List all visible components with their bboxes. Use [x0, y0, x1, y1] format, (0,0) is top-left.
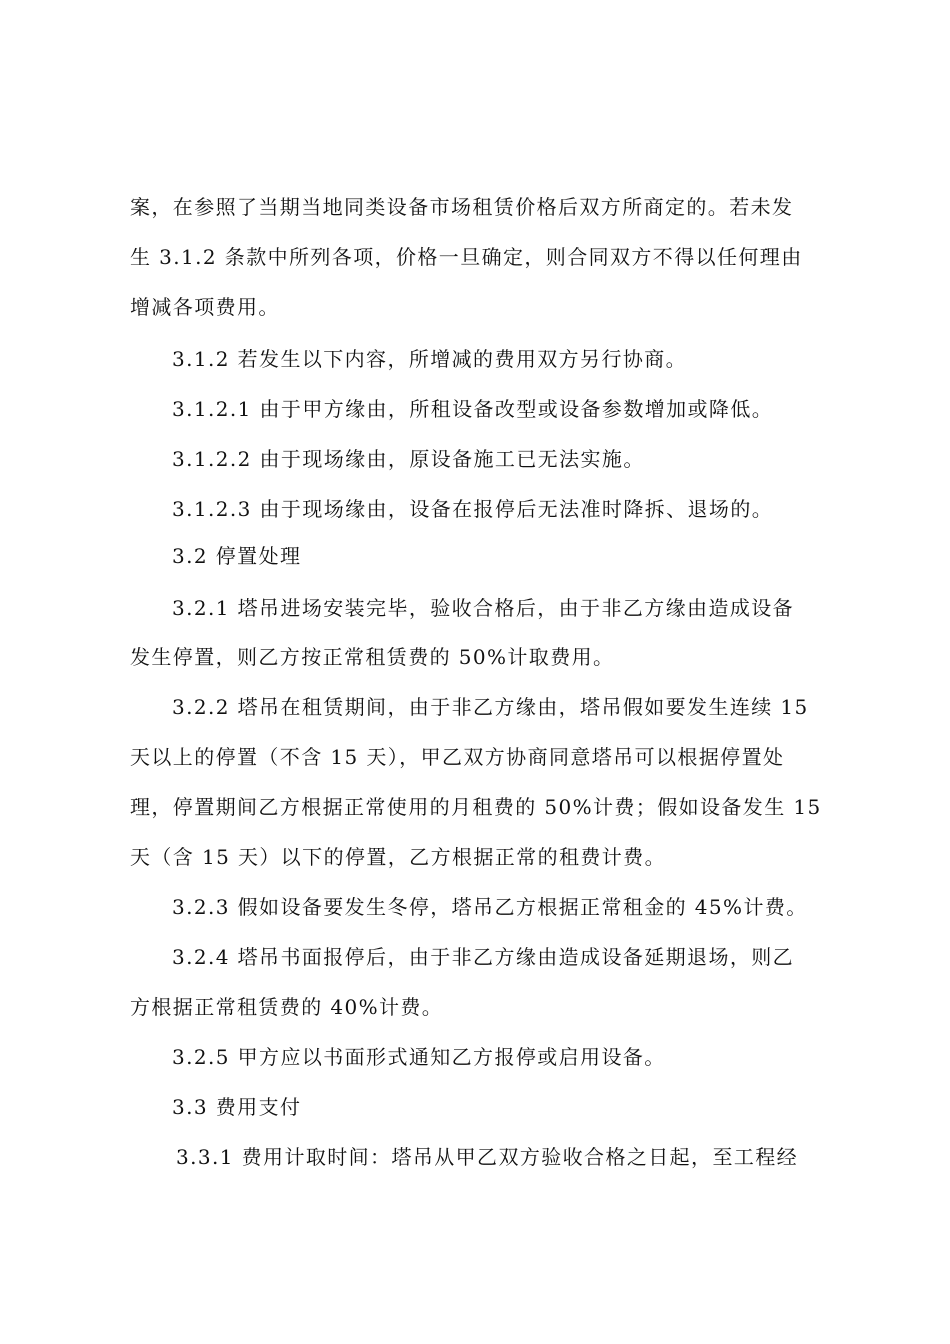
- text-line: 天（含 15 天）以下的停置，乙方根据正常的租费计费。: [130, 845, 666, 869]
- text-line: 3.1.2 若发生以下内容，所增减的费用双方另行协商。: [172, 347, 688, 371]
- text-line: 生 3.1.2 条款中所列各项，价格一旦确定，则合同双方不得以任何理由: [130, 245, 803, 269]
- text-line: 3.2.5 甲方应以书面形式通知乙方报停或启用设备。: [172, 1045, 666, 1069]
- text-line: 3.2.1 塔吊进场安装完毕，验收合格后，由于非乙方缘由造成设备: [172, 596, 795, 620]
- text-line: 3.3.1 费用计取时间：塔吊从甲乙双方验收合格之日起，至工程经: [176, 1145, 799, 1169]
- text-line: 3.1.2.3 由于现场缘由，设备在报停后无法准时降拆、退场的。: [172, 497, 774, 521]
- text-line: 3.1.2.2 由于现场缘由，原设备施工已无法实施。: [172, 447, 645, 471]
- text-line: 3.2.3 假如设备要发生冬停，塔吊乙方根据正常租金的 45%计费。: [172, 895, 808, 919]
- section-heading: 3.2 停置处理: [172, 544, 302, 568]
- text-line: 理，停置期间乙方根据正常使用的月租费的 50%计费；假如设备发生 15: [130, 795, 822, 819]
- text-line: 方根据正常租赁费的 40%计费。: [130, 995, 444, 1019]
- text-line: 天以上的停置（不含 15 天），甲乙双方协商同意塔吊可以根据停置处: [130, 745, 785, 769]
- text-line: 3.2.2 塔吊在租赁期间，由于非乙方缘由，塔吊假如要发生连续 15: [172, 695, 809, 719]
- text-line: 增减各项费用。: [130, 295, 280, 319]
- text-line: 案，在参照了当期当地同类设备市场租赁价格后双方所商定的。若未发: [130, 195, 794, 219]
- text-line: 3.2.4 塔吊书面报停后，由于非乙方缘由造成设备延期退场，则乙: [172, 945, 795, 969]
- section-heading: 3.3 费用支付: [172, 1095, 302, 1119]
- text-line: 3.1.2.1 由于甲方缘由，所租设备改型或设备参数增加或降低。: [172, 397, 774, 421]
- text-line: 发生停置，则乙方按正常租赁费的 50%计取费用。: [130, 645, 615, 669]
